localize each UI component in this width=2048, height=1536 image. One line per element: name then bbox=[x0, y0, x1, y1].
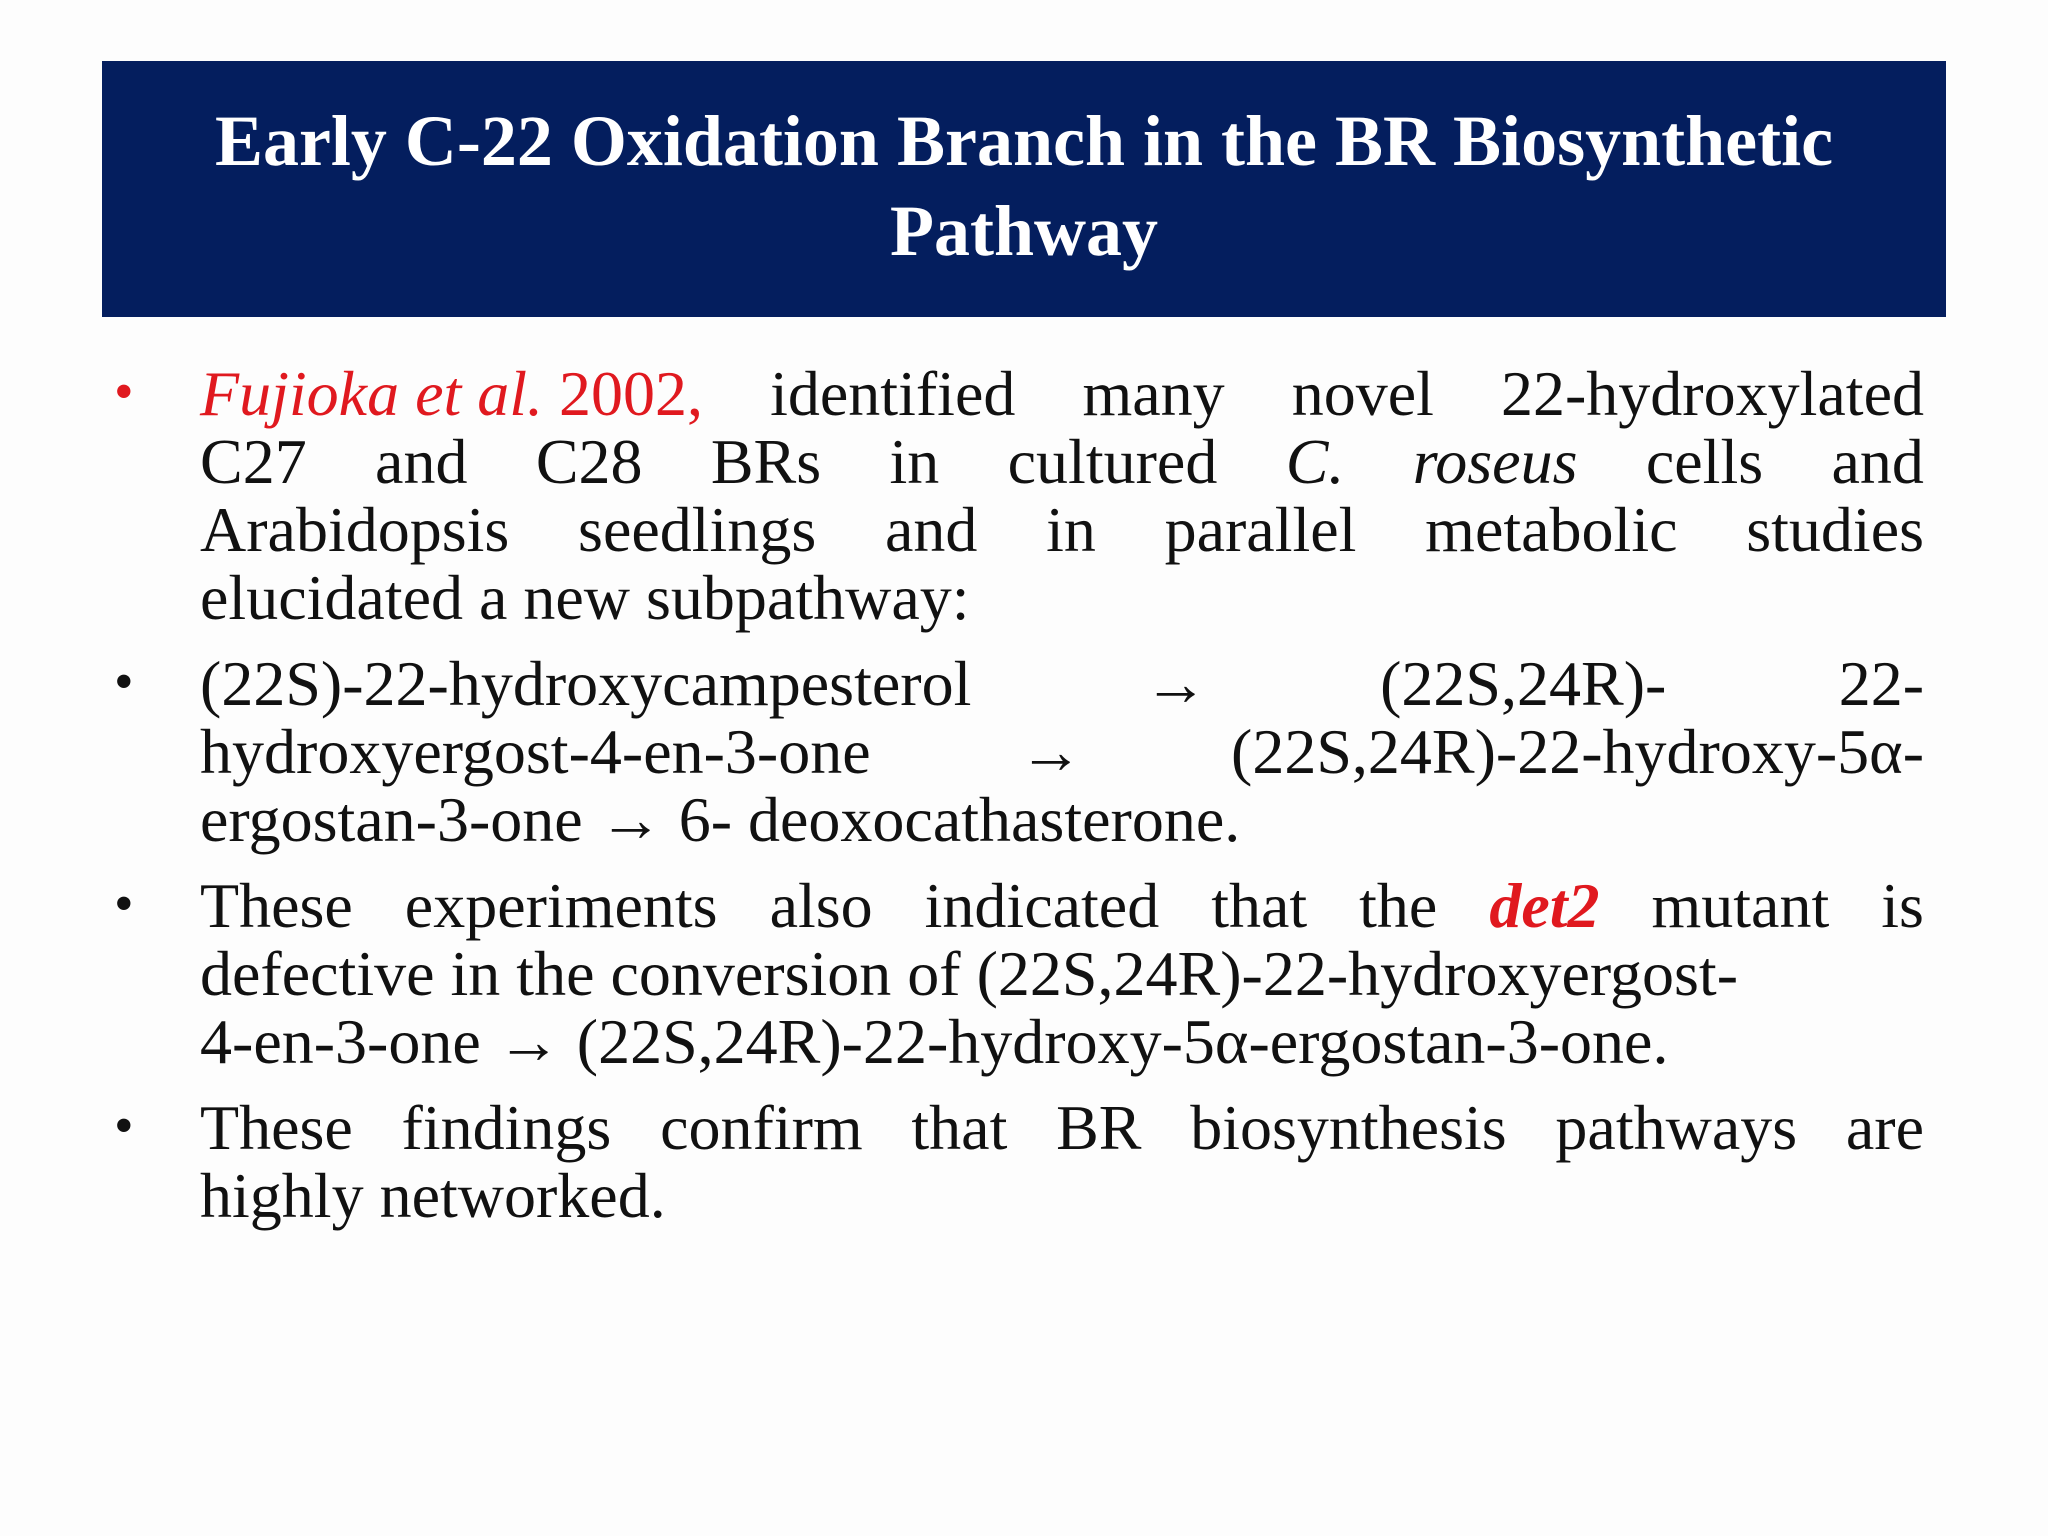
species-name: roseus bbox=[1412, 426, 1578, 497]
word: seedlings bbox=[578, 494, 817, 565]
bullet-1-marker: • bbox=[114, 361, 134, 423]
citation-year: 2002, bbox=[559, 358, 704, 429]
word: metabolic bbox=[1425, 494, 1678, 565]
word: Arabidopsis bbox=[200, 494, 510, 565]
slide-title-line-2: Pathway bbox=[890, 191, 1158, 271]
word: in bbox=[1046, 494, 1096, 565]
word: findings bbox=[401, 1092, 612, 1163]
bullet-2-line-2 bbox=[200, 718, 1924, 786]
bullet-3 bbox=[114, 870, 1924, 1077]
word: also bbox=[769, 870, 873, 941]
species-genus: C. bbox=[1285, 426, 1345, 497]
word: C28 bbox=[535, 426, 643, 497]
word: and bbox=[1831, 426, 1924, 497]
bullet-4-marker: • bbox=[114, 1095, 134, 1157]
word: BRs bbox=[710, 426, 822, 497]
bullet-1-line-3 bbox=[200, 496, 1924, 564]
word: hydroxyergost-4-en-3-one bbox=[200, 716, 871, 787]
word: (22S,24R)- bbox=[1380, 648, 1667, 719]
word: BR bbox=[1056, 1092, 1142, 1163]
word: in bbox=[889, 426, 940, 497]
word: novel bbox=[1291, 358, 1434, 429]
bullet-4-line-1 bbox=[200, 1094, 1924, 1162]
word: cells bbox=[1645, 426, 1764, 497]
bullet-1-line-2 bbox=[200, 428, 1924, 496]
mutant-name: det2 bbox=[1489, 870, 1600, 941]
bullet-4-line-2: highly networked. bbox=[200, 1160, 666, 1231]
bullet-1-line-4: elucidated a new subpathway: bbox=[200, 562, 970, 633]
word: 22-hydroxylated bbox=[1500, 358, 1924, 429]
word: many bbox=[1082, 358, 1225, 429]
word: cultured bbox=[1007, 426, 1218, 497]
bullet-2 bbox=[114, 648, 1924, 855]
bullet-2-line-1 bbox=[200, 650, 1924, 718]
word: 22- bbox=[1838, 648, 1924, 719]
word: These bbox=[200, 870, 353, 941]
word: is bbox=[1881, 870, 1924, 941]
slide-title-line-1: Early C-22 Oxidation Branch in the BR Biosynthetic bbox=[214, 101, 1834, 181]
word: the bbox=[1359, 870, 1438, 941]
word: indicated bbox=[924, 870, 1160, 941]
bullet-1 bbox=[114, 358, 1924, 633]
bullet-2-marker: • bbox=[114, 651, 134, 713]
bullet-1-line-1 bbox=[200, 360, 1924, 428]
slide-body bbox=[0, 360, 2048, 1230]
word: confirm bbox=[660, 1092, 863, 1163]
bullet-3-line-2: defective in the conversion of (22S,24R)-22-hydroxyergost- bbox=[200, 938, 1738, 1009]
word: These bbox=[200, 1092, 353, 1163]
word: studies bbox=[1746, 494, 1924, 565]
arrow: → bbox=[1143, 648, 1208, 719]
bullet-3-line-1 bbox=[200, 872, 1924, 940]
bullet-4 bbox=[114, 1092, 1924, 1231]
word: (22S)-22-hydroxycampesterol bbox=[200, 648, 972, 719]
word: biosynthesis bbox=[1190, 1092, 1507, 1163]
word: mutant bbox=[1651, 870, 1830, 941]
word: identified bbox=[770, 358, 1016, 429]
word: (22S,24R)-22-hydroxy-5α- bbox=[1231, 716, 1924, 787]
arrow: → bbox=[1018, 716, 1083, 787]
word: pathways bbox=[1555, 1092, 1798, 1163]
citation-author: Fujioka et al. bbox=[200, 358, 544, 429]
word: and bbox=[375, 426, 468, 497]
word: parallel bbox=[1164, 494, 1357, 565]
bullet-2-line-3: ergostan-3-one → 6- deoxocathasterone. bbox=[200, 784, 1241, 855]
word: that bbox=[911, 1092, 1008, 1163]
slide-title-bar bbox=[102, 61, 1946, 317]
word: are bbox=[1845, 1092, 1924, 1163]
word: experiments bbox=[404, 870, 718, 941]
word: that bbox=[1211, 870, 1308, 941]
bullet-3-line-3: 4-en-3-one → (22S,24R)-22-hydroxy-5α-ergostan-3-one. bbox=[200, 1006, 1669, 1077]
word: and bbox=[884, 494, 978, 565]
bullet-3-marker: • bbox=[114, 873, 134, 935]
word: C27 bbox=[200, 426, 307, 497]
